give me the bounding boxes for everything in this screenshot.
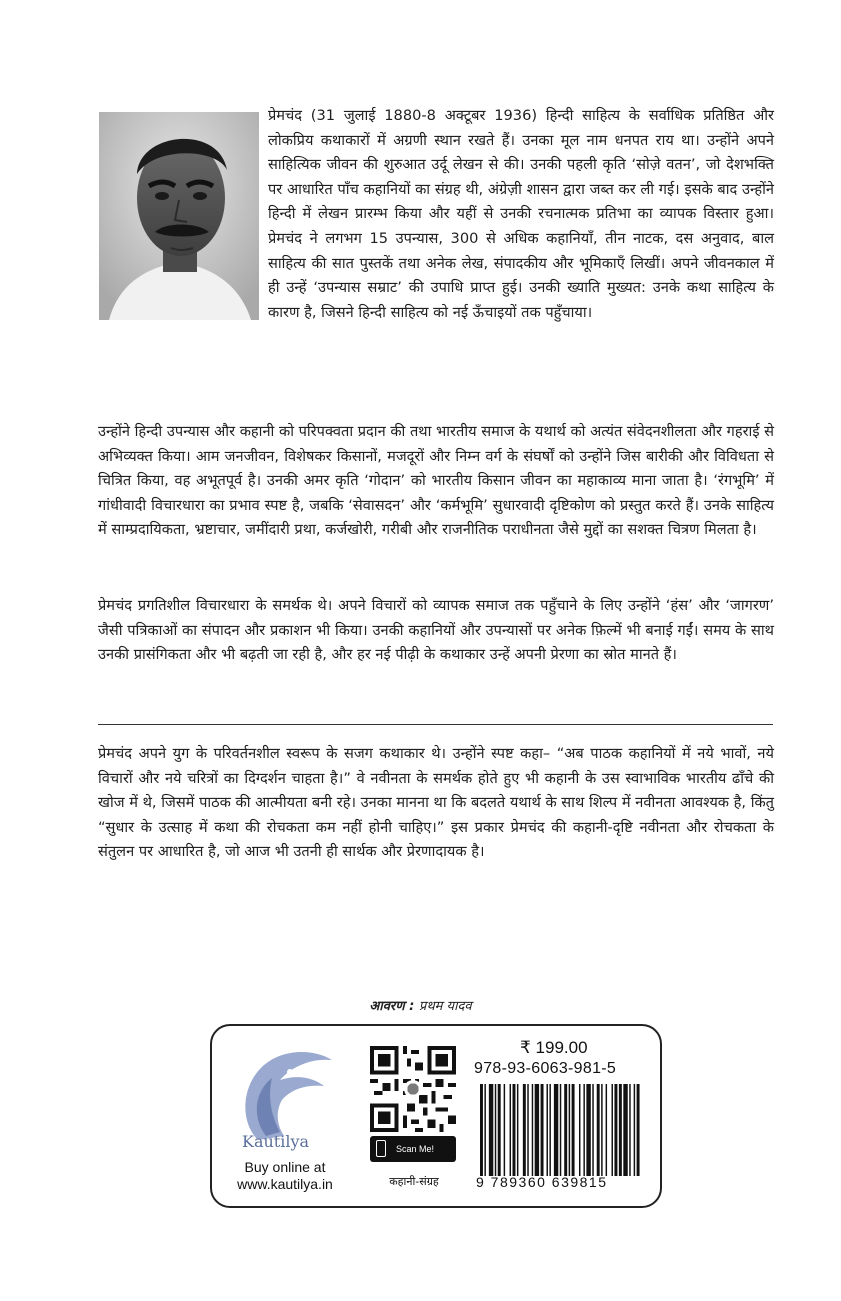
buy-online-text	[226, 1159, 344, 1193]
qr-code-icon[interactable]	[370, 1046, 456, 1132]
barcode-bar	[535, 1084, 539, 1176]
barcode-bar	[554, 1084, 558, 1176]
scan-me-label: Scan Me!	[396, 1144, 435, 1154]
barcode-bar	[564, 1084, 567, 1176]
barcode-bar	[527, 1084, 528, 1176]
bio-paragraph-1-text: प्रेमचंद (31 जुलाई 1880-8 अक्टूबर 1936) हिन्दी साहित्य के सर्वाधिक प्रतिष्ठित और लोकप्रिय कथाकारों में अग्रणी स्थान रखते हैं। उनका मूल नाम धनपत राय था। उन्होंने अपने साहित्यिक जीवन की शुरुआत उर्दू लेखन से की। उनकी पहली कृति ‘सोज़े वतन’, जो देशभक्ति पर आधारित पाँच कहानियों का संग्रह थी, अंग्रेज़ी शासन द्वारा जब्त कर ली गई। इसके बाद उन्होंने हिन्दी में लेखन प्रारम्भ किया और यहीं से उनकी रचनात्मक प्रतिभा का व्यापक विस्तार हुआ। प्रेमचंद ने लगभग 15 उपन्यास, 300 से अधिक कहानियाँ, तीन नाटक, दस अनुवाद, बाल साहित्य की सात पुस्तकें तथा अनेक लेख, संपादकीय और भूमिकाएँ लिखीं। अपने जीवनकाल में ही उन्हें ‘उपन्यास सम्राट’ की उपाधि प्राप्त हुई। उनकी ख्याति मुख्यत: उनके कथा साहित्य के कारण है, जिसने हिन्दी साहित्य को नई ऊँचाइयों तक पहुँचाया।	[268, 107, 774, 321]
phone-icon	[376, 1140, 386, 1157]
cover-credit	[0, 996, 841, 1014]
barcode-bar	[569, 1084, 570, 1176]
divider	[98, 724, 773, 725]
barcode-bar	[611, 1084, 612, 1176]
barcode-bar	[495, 1084, 496, 1176]
barcode	[480, 1084, 644, 1176]
barcode-bar	[623, 1084, 627, 1176]
scan-me-badge[interactable]	[370, 1136, 456, 1162]
publisher-name: Kautilya	[242, 1132, 310, 1151]
barcode-bar	[504, 1084, 505, 1176]
genre-label: कहानी-संग्रह	[389, 1175, 439, 1188]
publisher-info-box	[210, 1024, 662, 1208]
barcode-bar	[517, 1084, 518, 1176]
barcode-bar	[532, 1084, 533, 1176]
barcode-bar	[572, 1084, 575, 1176]
barcode-bar	[498, 1084, 501, 1176]
barcode-bar	[513, 1084, 516, 1176]
quote-paragraph: प्रेमचंद अपने युग के परिवर्तनशील स्वरूप के सजग कथाकार थे। उन्होंने स्पष्ट कहा– “अब पाठक कहानियों में नये भावों, नये विचारों और नये चरित्रों का दिग्दर्शन चाहता है।” वे नवीनता के समर्थक होते हुए भी कहानी के उस स्वाभाविक भारतीय ढाँचे की खोज में थे, जिसमें पाठक की आत्मीयता बनी रहे। उनका मानना था कि बदलते यथार्थ के साथ शिल्प में नवीनता आवश्यक है, किंतु “सुधार के उत्साह में कथा की रोचकता कम नहीं होनी चाहिए।” इस प्रकार प्रेमचंद की कहानी-दृष्टि नवीनता और रोचकता के संतुलन पर आधारित है, जो आज भी उतनी ही सार्थक और प्रेरणादायक है।	[98, 745, 774, 861]
barcode-bar	[634, 1084, 635, 1176]
barcode-bar	[560, 1084, 561, 1176]
barcode-bar	[597, 1084, 600, 1176]
barcode-bar	[541, 1084, 544, 1176]
bio-paragraph-3: प्रेमचंद प्रगतिशील विचारधारा के समर्थक थे। अपने विचारों को व्यापक समाज तक पहुँचाने के लिए उन्होंने ‘हंस’ और ‘जागरण’ जैसी पत्रिकाओं का संपादन और प्रकाशन भी किया। उनकी कहानियों और उपन्यासों पर अनेक फ़िल्में भी बनाई गईं। समय के साथ उनकी प्रासंगिकता और भी बढ़ती जा रही है, और हर नई पीढ़ी के कथाकार उन्हें अपनी प्रेरणा का स्रोत मानते हैं।	[98, 597, 774, 664]
barcode-bar	[549, 1084, 550, 1176]
barcode-bar	[523, 1084, 526, 1176]
barcode-bar	[586, 1084, 590, 1176]
barcode-bar	[619, 1084, 622, 1176]
bio-paragraph-2: उन्होंने हिन्दी उपन्यास और कहानी को परिपक्वता प्रदान की तथा भारतीय समाज के यथार्थ को अत्यंत संवेदनशीलता और गहराई से अभिव्यक्त किया। आम जनजीवन, विशेषकर किसानों, मजदूरों और निम्न वर्ग के संघर्षों को उन्होंने जिस बारीकी और विविधता से चित्रित किया, वह अभूतपूर्व है। उनकी अमर कृति ‘गोदान’ को भारतीय किसान जीवन का महाकाव्य माना जाता है। ‘रंगभूमि’ में गांधीवादी विचारधारा का प्रभाव स्पष्ट है, जबकि ‘सेवासदन’ और ‘कर्मभूमि’ सुधारवादी दृष्टिकोण को प्रस्तुत करते हैं। उनके साहित्य में साम्प्रदायिकता, भ्रष्टाचार, जमींदारी प्रथा, कर्जखोरी, गरीबी और राजनीतिक पराधीनता जैसे मुद्दों का सशक्त चित्रण मिलता है।	[98, 423, 774, 539]
buy-online-url[interactable]: www.kautilya.in	[237, 1176, 333, 1192]
barcode-bar	[489, 1084, 493, 1176]
barcode-number: 9 789360 639815	[476, 1174, 608, 1190]
barcode-bar	[546, 1084, 547, 1176]
barcode-bar	[606, 1084, 607, 1176]
barcode-bar	[637, 1084, 640, 1176]
barcode-bar	[629, 1084, 630, 1176]
barcode-bar	[614, 1084, 617, 1176]
barcode-bar	[583, 1084, 584, 1176]
buy-online-line1: Buy online at	[244, 1159, 326, 1175]
barcode-bar	[579, 1084, 580, 1176]
cover-credit-name: प्रथम यादव	[418, 999, 472, 1014]
barcode-bar	[592, 1084, 593, 1176]
cover-credit-label: आवरण :	[369, 999, 415, 1014]
barcode-bar	[601, 1084, 602, 1176]
isbn-label: 978-93-6063-981-5	[474, 1060, 617, 1077]
price-label: ₹ 199.00	[520, 1038, 588, 1057]
barcode-bar	[480, 1084, 483, 1176]
barcode-bar	[510, 1084, 511, 1176]
barcode-bar	[484, 1084, 485, 1176]
bio-paragraph-1	[98, 104, 774, 325]
